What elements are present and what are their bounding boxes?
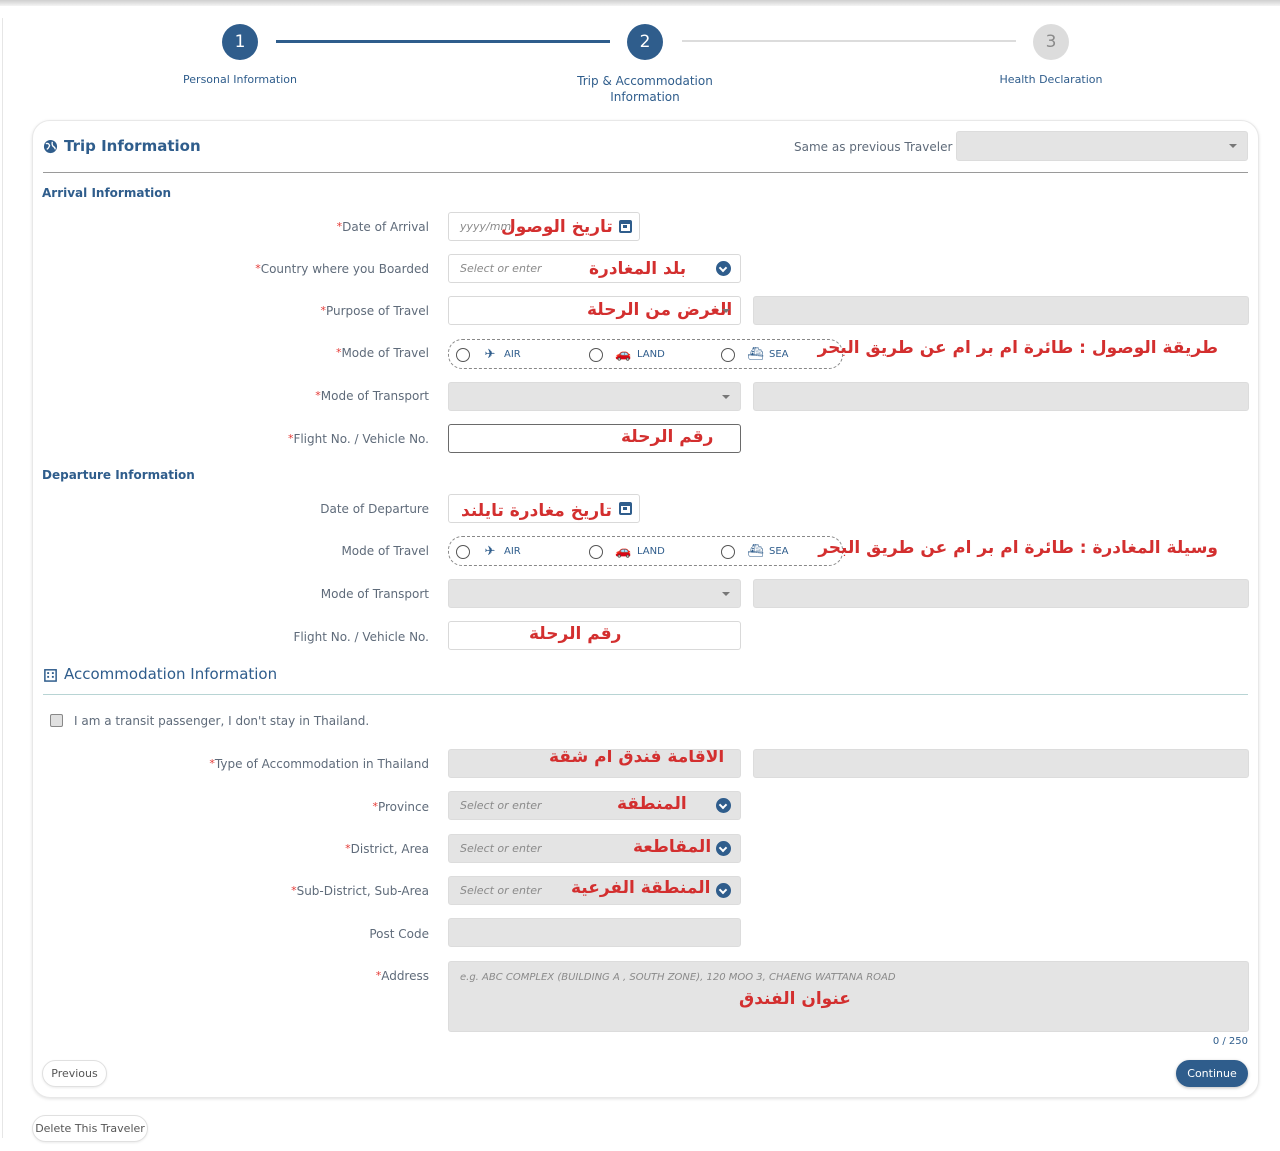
departure-mode-land[interactable]	[589, 544, 665, 559]
same-as-previous-select[interactable]	[956, 131, 1248, 161]
trip-information-title	[43, 137, 201, 155]
previous-button[interactable]: Previous	[42, 1060, 107, 1087]
chevron-down-icon	[1229, 144, 1237, 148]
district-note: المقاطعة	[633, 837, 712, 857]
postcode-label: Post Code	[369, 927, 429, 941]
district-select[interactable]	[448, 834, 741, 863]
district-placeholder: Select or enter	[460, 842, 542, 855]
purpose-of-travel-label: *Purpose of Travel	[320, 304, 429, 318]
step-number: 3	[1033, 24, 1069, 60]
district-label: *District, Area	[345, 842, 429, 856]
date-placeholder: yyyy/mm	[460, 220, 512, 233]
transit-passenger-label: I am a transit passenger, I don't stay in Thailand.	[74, 714, 370, 728]
departure-flight-input[interactable]	[448, 621, 741, 650]
calendar-icon	[619, 220, 632, 233]
transit-passenger-checkbox[interactable]	[50, 714, 63, 727]
step-label-line2: Information	[610, 90, 680, 104]
radio-button[interactable]	[721, 545, 735, 559]
step-connector-1	[276, 40, 610, 43]
arrival-mode-label: *Mode of Travel	[335, 346, 429, 360]
departure-mode-sea[interactable]	[721, 544, 789, 559]
step-health-declaration[interactable]	[991, 24, 1111, 88]
date-of-arrival-note: تاريخ الوصول	[501, 217, 613, 237]
trip-divider	[43, 172, 1248, 173]
address-placeholder: e.g. ABC COMPLEX (BUILDING A , SOUTH ZONE), 120 MOO 3, CHAENG WATTANA ROAD	[460, 972, 896, 983]
country-placeholder: Select or enter	[460, 262, 542, 275]
purpose-of-travel-other[interactable]	[753, 296, 1249, 325]
accommodation-title-text: Accommodation Information	[64, 665, 278, 683]
left-edge	[0, 18, 3, 1138]
departure-mode-note: وسيلة المغادرة : طائرة ام بر ام عن طريق البحر	[818, 538, 1218, 558]
date-of-departure-label: Date of Departure	[320, 502, 429, 516]
radio-button[interactable]	[456, 348, 470, 362]
date-of-departure-note: تاريخ مغادرة تايلند	[461, 501, 612, 521]
country-boarded-note: بلد المغادرة	[589, 259, 687, 279]
address-textarea[interactable]	[448, 961, 1249, 1032]
radio-button[interactable]	[456, 545, 470, 559]
step-number: 2	[627, 24, 663, 60]
top-bar	[0, 0, 1280, 6]
departure-mode-label: Mode of Travel	[341, 544, 429, 558]
calendar-icon	[619, 502, 632, 515]
province-note: المنطقة	[617, 794, 687, 814]
land-label: LAND	[637, 546, 665, 557]
step-number: 1	[222, 24, 258, 60]
accommodation-type-other[interactable]	[753, 749, 1249, 778]
step-label-line1: Trip & Accommodation	[577, 74, 713, 88]
province-label: *Province	[372, 800, 429, 814]
postcode-input[interactable]	[448, 918, 741, 947]
accommodation-title	[43, 665, 277, 683]
chevron-down-icon	[722, 309, 730, 313]
arrival-heading: Arrival Information	[42, 186, 172, 200]
step-connector-2	[682, 40, 1016, 42]
purpose-of-travel-note: الغرض من الرحلة	[587, 300, 733, 320]
air-label: AIR	[504, 546, 521, 557]
same-as-previous-label: Same as previous Traveler	[794, 140, 953, 154]
trip-information-text: Trip Information	[64, 137, 201, 155]
subdistrict-select[interactable]	[448, 876, 741, 905]
purpose-of-travel-select[interactable]	[448, 296, 741, 325]
radio-button[interactable]	[589, 348, 603, 362]
country-boarded-select[interactable]	[448, 254, 741, 283]
chevron-down-icon	[716, 261, 731, 276]
building-icon	[43, 667, 58, 682]
departure-transport-other[interactable]	[753, 579, 1249, 608]
ship-icon: ⛴	[747, 347, 764, 362]
province-select[interactable]	[448, 791, 741, 820]
departure-transport-label: Mode of Transport	[320, 587, 429, 601]
arrival-transport-label: *Mode of Transport	[315, 389, 429, 403]
chevron-down-icon	[716, 883, 731, 898]
address-counter: 0 / 250	[1212, 1036, 1248, 1047]
arrival-flight-note: رقم الرحلة	[621, 427, 714, 447]
arrival-flight-input[interactable]	[448, 424, 741, 453]
step-trip-accommodation[interactable]	[575, 24, 715, 105]
delete-traveler-button[interactable]: Delete This Traveler	[32, 1115, 148, 1142]
arrival-mode-air[interactable]	[456, 347, 521, 362]
sea-label: SEA	[769, 546, 789, 557]
land-label: LAND	[637, 349, 665, 360]
chevron-down-icon	[716, 798, 731, 813]
radio-button[interactable]	[589, 545, 603, 559]
accommodation-type-select[interactable]	[448, 749, 741, 778]
accommodation-divider	[43, 694, 1248, 695]
arrival-mode-land[interactable]	[589, 347, 665, 362]
date-of-arrival-input[interactable]	[448, 212, 640, 241]
globe-icon	[43, 139, 58, 154]
airplane-icon: ✈	[484, 347, 496, 362]
ship-icon: ⛴	[747, 544, 764, 559]
arrival-mode-note: طريقة الوصول : طائرة ام بر ام عن طريق البحر	[817, 338, 1218, 358]
departure-mode-group	[448, 536, 843, 566]
continue-button[interactable]: Continue	[1176, 1060, 1248, 1087]
address-label: *Address	[375, 969, 429, 983]
subdistrict-label: *Sub-District, Sub-Area	[291, 884, 429, 898]
air-label: AIR	[504, 349, 521, 360]
accommodation-type-note: الاقامة فندق ام شقة	[549, 749, 725, 767]
departure-mode-air[interactable]	[456, 544, 521, 559]
subdistrict-note: المنطقة الفرعية	[571, 878, 711, 898]
step-label: Health Declaration	[999, 73, 1103, 86]
arrival-mode-group	[448, 339, 843, 369]
chevron-down-icon	[716, 841, 731, 856]
date-of-departure-input[interactable]	[448, 494, 640, 523]
departure-flight-label: Flight No. / Vehicle No.	[293, 630, 429, 644]
chevron-down-icon	[722, 395, 730, 399]
date-of-arrival-label: *Date of Arrival	[336, 220, 429, 234]
car-icon: 🚗	[615, 544, 632, 559]
arrival-flight-label: *Flight No. / Vehicle No.	[287, 432, 429, 446]
step-label: Personal Information	[183, 73, 297, 86]
arrival-transport-other[interactable]	[753, 382, 1249, 411]
subdistrict-placeholder: Select or enter	[460, 884, 542, 897]
radio-button[interactable]	[721, 348, 735, 362]
chevron-down-icon	[722, 592, 730, 596]
departure-transport-select[interactable]	[448, 579, 741, 608]
departure-heading: Departure Information	[42, 468, 195, 482]
step-personal-information[interactable]	[180, 24, 300, 88]
departure-flight-note: رقم الرحلة	[529, 624, 622, 644]
country-boarded-label: *Country where you Boarded	[255, 262, 429, 276]
arrival-mode-sea[interactable]	[721, 347, 789, 362]
sea-label: SEA	[769, 349, 789, 360]
car-icon: 🚗	[615, 347, 632, 362]
province-placeholder: Select or enter	[460, 799, 542, 812]
address-note: عنوان الفندق	[739, 989, 851, 1009]
arrival-transport-select[interactable]	[448, 382, 741, 411]
airplane-icon: ✈	[484, 544, 496, 559]
accommodation-type-label: *Type of Accommodation in Thailand	[209, 757, 429, 771]
